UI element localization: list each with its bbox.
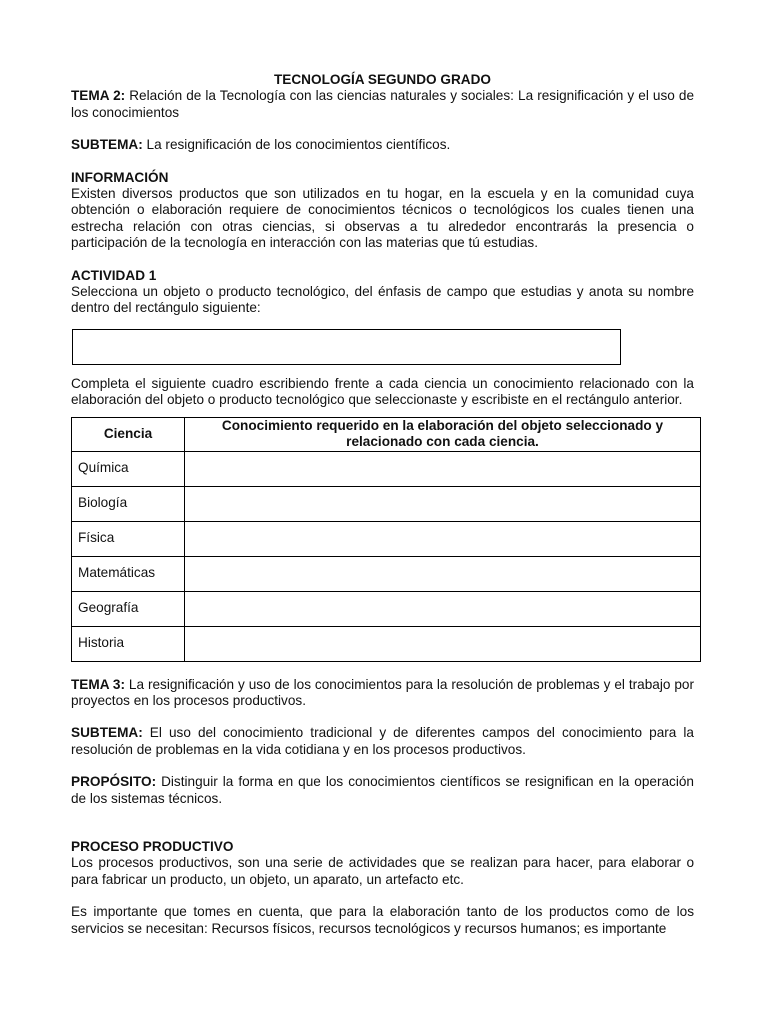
subtema-1-text: La resignificación de los conocimientos científicos. bbox=[142, 137, 451, 153]
tema-2-label: TEMA 2: bbox=[71, 88, 126, 104]
table-header-ciencia: Ciencia bbox=[72, 417, 185, 451]
table-cell-ciencia: Biología bbox=[72, 486, 185, 521]
completa-text: Completa el siguiente cuadro escribiendo frente a cada ciencia un conocimiento relacionado con la elaboración del objeto o producto tecnológico que seleccionaste y escribiste en el rectángulo anterior. bbox=[71, 375, 694, 408]
table-row bbox=[72, 626, 701, 661]
proceso-productivo-heading: PROCESO PRODUCTIVO bbox=[71, 838, 234, 854]
table-row bbox=[72, 591, 701, 626]
science-table bbox=[71, 417, 701, 662]
table-cell-conocimiento[interactable] bbox=[185, 626, 701, 661]
table-cell-conocimiento[interactable] bbox=[185, 556, 701, 591]
subtema-2-text: El uso del conocimiento tradicional y de diferentes campos del conocimiento para la resolución de problemas en la vida cotidiana y en los procesos productivos. bbox=[71, 725, 694, 757]
document-title: TECNOLOGÍA SEGUNDO GRADO bbox=[273, 72, 491, 87]
table-cell-ciencia: Química bbox=[72, 451, 185, 486]
actividad-1-text: Selecciona un objeto o producto tecnológico, del énfasis de campo que estudias y anota su nombre dentro del rectángulo siguiente: bbox=[71, 284, 694, 316]
subtema-2-label: SUBTEMA: bbox=[71, 725, 143, 741]
table-cell-conocimiento[interactable] bbox=[185, 591, 701, 626]
table-cell-ciencia: Física bbox=[72, 521, 185, 556]
subtema-1 bbox=[71, 137, 694, 153]
product-name-box[interactable] bbox=[72, 329, 621, 365]
importante-text: Es importante que tomes en cuenta, que para la elaboración tanto de los productos como de los servicios se necesitan: Recursos físicos, recursos tecnológicos y recursos humanos; es importante bbox=[71, 904, 694, 936]
table-row bbox=[72, 556, 701, 591]
tema-3-label: TEMA 3: bbox=[71, 676, 126, 692]
table-header-row bbox=[72, 417, 701, 451]
proposito-label: PROPÓSITO: bbox=[71, 774, 157, 790]
proposito-text: Distinguir la forma en que los conocimientos científicos se resignifican en la operación de los sistemas técnicos. bbox=[71, 774, 694, 806]
table-row bbox=[72, 486, 701, 521]
tema-3 bbox=[71, 677, 694, 710]
table-cell-conocimiento[interactable] bbox=[185, 521, 701, 556]
table-row bbox=[72, 521, 701, 556]
table-header-conocimiento: Conocimiento requerido en la elaboración del objeto seleccionado y relacionado con cada ciencia. bbox=[185, 417, 701, 451]
table-row bbox=[72, 451, 701, 486]
table-cell-conocimiento[interactable] bbox=[185, 486, 701, 521]
table-cell-conocimiento[interactable] bbox=[185, 451, 701, 486]
informacion-text: Existen diversos productos que son utilizados en tu hogar, en la escuela y en la comunidad cuya obtención o elaboración requiere de conocimientos técnicos o tecnológicos los cuales tienen una estrecha relación con otras ciencias, si observas a tu alrededor encontrarás la presencia o participación de la tecnología en interacción con las materias que tú estudias. bbox=[71, 186, 694, 251]
table-cell-ciencia: Geografía bbox=[72, 591, 185, 626]
actividad-1-heading: ACTIVIDAD 1 bbox=[71, 267, 157, 283]
proceso-productivo-text: Los procesos productivos, son una serie de actividades que se realizan para hacer, para elaborar o para fabricar un producto, un objeto, un aparato, un artefacto etc. bbox=[71, 855, 694, 887]
tema-3-text: La resignificación y uso de los conocimientos para la resolución de problemas y el trabajo por proyectos en los procesos productivos. bbox=[71, 676, 694, 708]
document-page bbox=[71, 72, 694, 937]
tema-2 bbox=[71, 88, 694, 121]
informacion-heading: INFORMACIÓN bbox=[71, 169, 169, 185]
subtema-2 bbox=[71, 725, 694, 758]
proposito bbox=[71, 774, 694, 807]
table-cell-ciencia: Historia bbox=[72, 626, 185, 661]
tema-2-text: Relación de la Tecnología con las ciencias naturales y sociales: La resignificación y el uso de los conocimientos bbox=[71, 88, 695, 120]
table-cell-ciencia: Matemáticas bbox=[72, 556, 185, 591]
subtema-1-label: SUBTEMA: bbox=[71, 137, 143, 153]
